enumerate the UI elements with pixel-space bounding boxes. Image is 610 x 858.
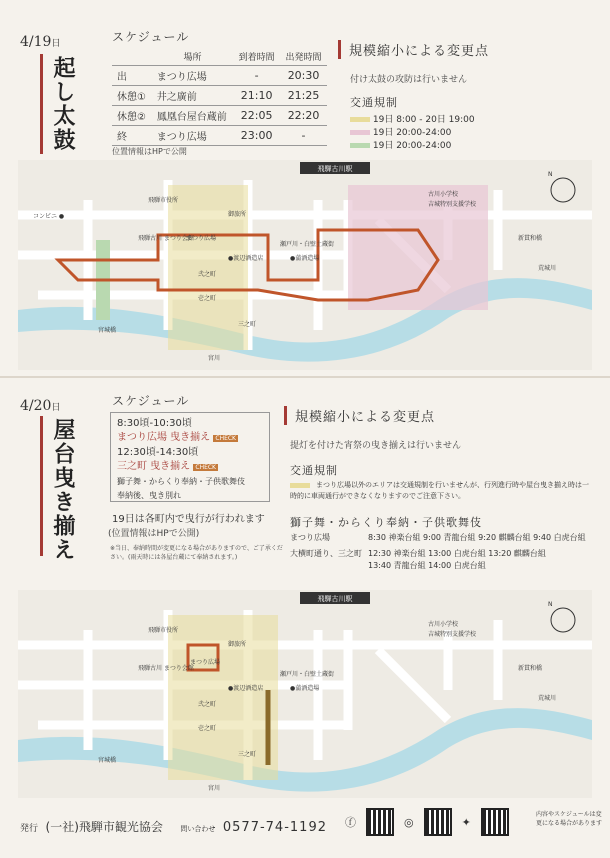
row-depart: - xyxy=(280,126,327,146)
ninomachi-label: 弐之町 xyxy=(198,271,217,278)
day2-schedule-heading: スケジュール xyxy=(112,394,190,408)
slot1-time: 8:30頃-10:30頃 xyxy=(117,418,192,429)
slot1-place: まつり広場 曳き揃え xyxy=(117,432,211,443)
check-badge: CHECK xyxy=(215,435,236,442)
perf-row xyxy=(290,560,590,572)
day1-date-value: 4/19 xyxy=(20,34,52,50)
section-divider xyxy=(0,376,610,378)
extra-line: 奉納後、曳き別れ xyxy=(117,491,181,500)
day1-location-note: 位置情報はHPで公開 xyxy=(112,147,187,156)
perf-place: まつり広場 xyxy=(290,533,330,542)
footer xyxy=(20,818,327,835)
legend-item xyxy=(350,140,475,153)
extra-line: 獅子舞・からくり奉納・子供歌舞伎 xyxy=(117,477,245,486)
day1-change-panel xyxy=(338,40,593,59)
bridge1-label: 宮城橋 xyxy=(98,327,117,334)
qr-code-facebook[interactable] xyxy=(366,808,394,836)
row-tag: 休憩① xyxy=(112,86,152,106)
day1-change-heading: 規模縮小による変更点 xyxy=(349,44,490,59)
table-row xyxy=(112,66,327,86)
day2-traffic-heading: 交通規制 xyxy=(290,464,338,477)
row-place: まつり広場 xyxy=(152,126,234,146)
matsuri-hiroba-label: まつり広場 xyxy=(190,659,221,666)
legend-item xyxy=(350,127,475,140)
day1-schedule-heading: スケジュール xyxy=(112,30,190,44)
day1-change-text: 付け太鼓の攻防は行いません xyxy=(350,75,468,85)
school2-label: 吉城特別支援学校 xyxy=(428,201,477,208)
day1-route-map xyxy=(18,160,592,370)
day1-schedule-header-row xyxy=(112,48,327,66)
legend-swatch-pink xyxy=(350,130,370,135)
perf-place: 大横町通り、三之町 xyxy=(290,549,362,558)
station-label: 飛騨古川駅 xyxy=(317,165,353,173)
day2-route-map xyxy=(18,590,592,798)
day2-perf-table xyxy=(290,532,590,572)
seto-label: 瀬戸川・白壁土蔵街 xyxy=(280,241,335,248)
row-depart: 20:30 xyxy=(280,66,327,86)
table-row xyxy=(112,86,327,106)
perf-times: 8:30 神楽台組 9:00 青龍台組 9:20 麒麟台組 9:40 白虎台組 xyxy=(368,533,586,542)
day1-map-svg xyxy=(18,160,592,370)
bridge1-label: 宮城橋 xyxy=(98,757,117,764)
day2-night-sub: (位置情報はHPで公開) xyxy=(108,529,200,539)
kaikan-label: 飛騨古川 まつり会館 xyxy=(138,665,194,672)
day1-schedule-table xyxy=(112,48,327,146)
day2-map-svg xyxy=(18,590,592,798)
day2-date-value: 4/20 xyxy=(20,398,52,414)
day2-schedule-box xyxy=(110,412,270,502)
slot2-row xyxy=(117,460,263,475)
river1-label: 荒城川 xyxy=(538,265,557,272)
day2-traffic-text: まつり広場以外のエリアは交通規制を行いませんが、行列進行時や屋台曳き揃え時は一時的に車両通行ができなくなりますのでご注意下さい。 xyxy=(290,481,589,500)
day2-title: 屋台曳き揃え xyxy=(50,418,76,562)
city-hall-label: 飛騨市役所 xyxy=(148,627,179,634)
row-arrive: 22:05 xyxy=(233,106,280,126)
legend-label: 19日 20:00-24:00 xyxy=(372,128,452,138)
kaikan-label: 飛騨古川 まつり会館 xyxy=(138,235,194,242)
goshosho-label: 御旅所 xyxy=(228,641,247,648)
compass-label: N xyxy=(548,601,553,608)
matsuri-hiroba-label: まつり広場 xyxy=(186,235,217,242)
ichinomachi-label: 壱之町 xyxy=(198,725,217,732)
school2-label: 吉城特別支援学校 xyxy=(428,631,477,638)
compass-icon xyxy=(551,608,575,632)
legend-label: 19日 20:00-24:00 xyxy=(372,141,452,151)
row-arrive: 21:10 xyxy=(233,86,280,106)
footer-phone: 0577-74-1192 xyxy=(222,820,327,835)
row-tag: 出 xyxy=(112,66,152,86)
river2-label: 宮川 xyxy=(208,785,221,792)
row-depart: 22:20 xyxy=(280,106,327,126)
school-label: 古川小学校 xyxy=(428,191,459,198)
school-label: 古川小学校 xyxy=(428,621,459,628)
kaba-label: ●蒲酒造場 xyxy=(290,255,320,262)
legend-label: 19日 8:00 - 20日 19:00 xyxy=(372,115,475,125)
sannomachi-label: 三之町 xyxy=(238,751,257,758)
check-badge: CHECK xyxy=(195,464,216,471)
schedule-header-depart: 出発時間 xyxy=(280,48,327,66)
compass-icon xyxy=(551,178,575,202)
perf-times: 13:40 青龍台組 14:00 白虎台組 xyxy=(368,561,486,570)
slot2-place: 三之町 曳き揃え xyxy=(117,461,191,472)
day2-traffic-row xyxy=(290,480,590,502)
yellow-zone xyxy=(168,185,248,350)
conveni-label: コンビニ ● xyxy=(33,213,65,220)
row-arrive: 23:00 xyxy=(233,126,280,146)
day1-title: 起し太鼓 xyxy=(50,56,76,152)
city-hall-label: 飛騨市役所 xyxy=(148,197,179,204)
legend-swatch-yellow xyxy=(350,117,370,122)
footer-notice: 内容やスケジュールは変更になる場合があります xyxy=(536,811,603,827)
bridge2-label: 新貫和橋 xyxy=(518,665,543,672)
perf-times: 12:30 神楽台組 13:00 白虎台組 13:20 麒麟台組 xyxy=(368,549,546,558)
schedule-header-arrive: 到着時間 xyxy=(233,48,280,66)
perf-row xyxy=(290,532,590,544)
schedule-header-place: 場所 xyxy=(152,48,234,66)
twitter-icon[interactable]: ✦ xyxy=(461,815,471,829)
row-place: 鳳凰台屋台蔵前 xyxy=(152,106,234,126)
facebook-icon[interactable]: ⓕ xyxy=(345,816,356,829)
footer-publisher: (一社)飛騨市観光協会 xyxy=(45,820,163,834)
perf-row xyxy=(290,548,590,560)
ichinomachi-label: 壱之町 xyxy=(198,295,217,302)
row-tag: 休憩② xyxy=(112,106,152,126)
row-place: まつり広場 xyxy=(152,66,234,86)
station-label: 飛騨古川駅 xyxy=(317,595,353,603)
table-row xyxy=(112,106,327,126)
row-tag: 終 xyxy=(112,126,152,146)
day1-date-suffix: 日 xyxy=(51,39,61,49)
slot2-time: 12:30頃-14:30頃 xyxy=(117,447,199,458)
social-links xyxy=(345,808,509,836)
day2-accent-bar xyxy=(40,416,43,556)
day2-date xyxy=(20,398,60,414)
day2-fine-print: ※当日、奉納時間が変更になる場合がありますので、ご了承ください。(雨天時には各屋台蔵にて奉納されます。) xyxy=(110,545,283,561)
day2-perf-heading: 獅子舞・からくり奉納・子供歌舞伎 xyxy=(290,516,482,529)
kaba-label: ●蒲酒造場 xyxy=(290,685,320,692)
row-depart: 21:25 xyxy=(280,86,327,106)
row-arrive: - xyxy=(233,66,280,86)
yellow-zone xyxy=(168,615,278,780)
table-row xyxy=(112,126,327,146)
sannomachi-label: 三之町 xyxy=(238,321,257,328)
river1-label: 荒城川 xyxy=(538,695,557,702)
day2-change-heading: 規模縮小による変更点 xyxy=(295,410,436,425)
compass-label: N xyxy=(548,171,553,178)
footer-publisher-prefix: 発行 xyxy=(20,824,39,834)
day1-date xyxy=(20,34,60,50)
watanabe-label: ●渡辺酒造店 xyxy=(228,255,264,262)
watanabe-label: ●渡辺酒造店 xyxy=(228,685,264,692)
day1-traffic-heading: 交通規制 xyxy=(350,96,398,109)
instagram-icon[interactable]: ◎ xyxy=(404,815,414,829)
legend-swatch-green xyxy=(350,143,370,148)
day1-traffic-legend xyxy=(350,114,475,153)
day2-change-text: 提灯を付けた宵祭の曳き揃えは行いません xyxy=(290,441,462,451)
slot1-row xyxy=(117,431,263,446)
day1-accent-bar xyxy=(40,54,43,154)
seto-label: 瀬戸川・白壁土蔵街 xyxy=(280,671,335,678)
legend-swatch-yellow xyxy=(290,483,310,488)
row-place: 井之廣前 xyxy=(152,86,234,106)
day2-night-note: 19日は各町内で曳行が行われます xyxy=(112,514,265,525)
day2-change-panel xyxy=(284,406,592,425)
legend-item xyxy=(350,114,475,127)
day2-date-suffix: 日 xyxy=(51,403,61,413)
qr-code-twitter[interactable] xyxy=(481,808,509,836)
river2-label: 宮川 xyxy=(208,355,221,362)
ninomachi-label: 弐之町 xyxy=(198,701,217,708)
qr-code-instagram[interactable] xyxy=(424,808,452,836)
footer-contact-label: 問い合わせ xyxy=(180,825,216,833)
goshosho-label: 御旅所 xyxy=(228,211,247,218)
bridge2-label: 新貫和橋 xyxy=(518,235,543,242)
